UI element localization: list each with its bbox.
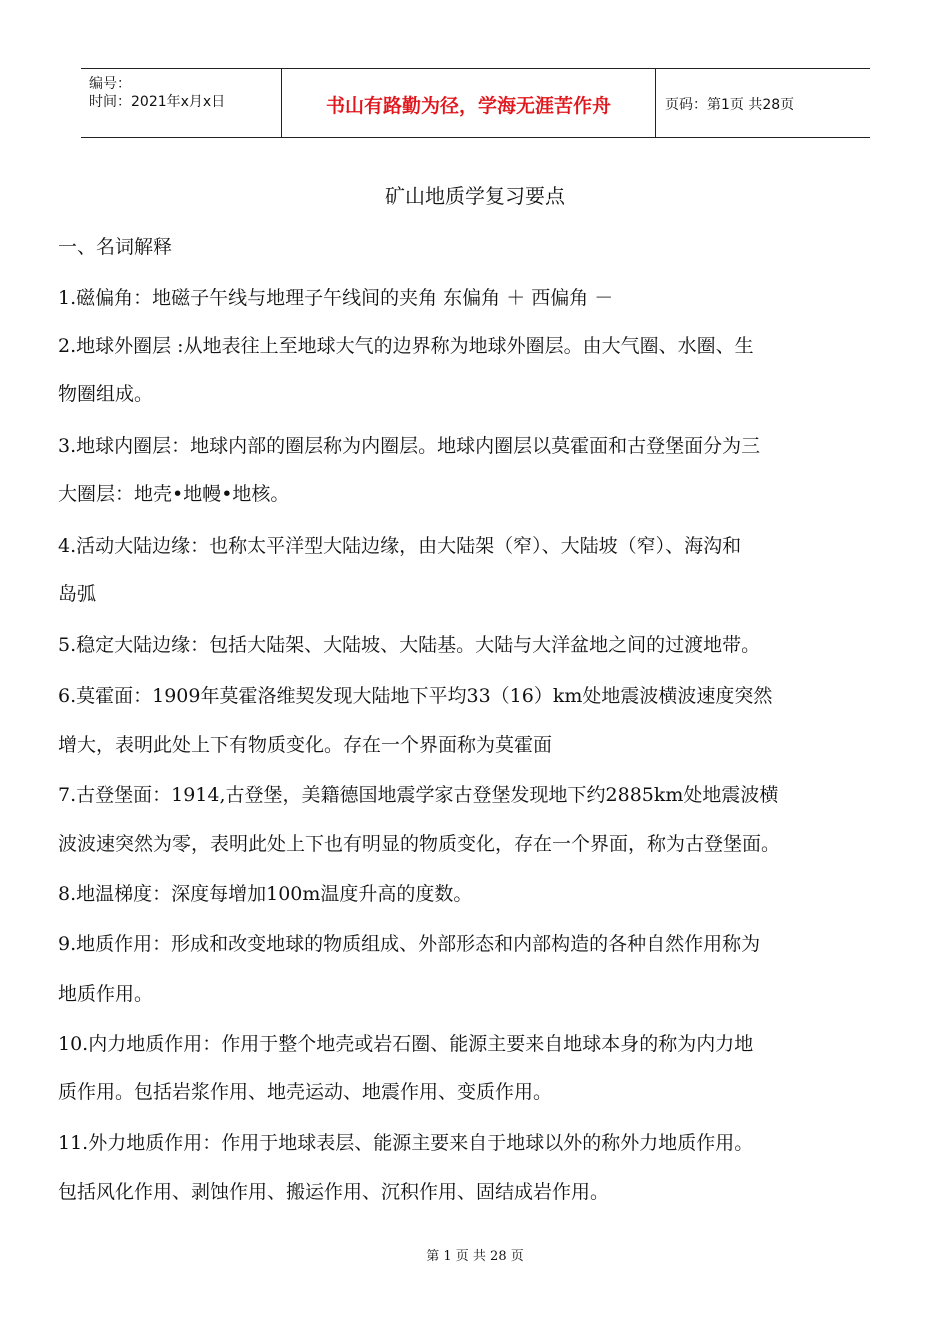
document-number-label: 编号： xyxy=(89,76,131,92)
text-line: 包括风化作用、剥蚀作用、搬运作用、沉积作用、固结成岩作用。 xyxy=(58,1181,610,1203)
text-line: 波波速突然为零，表明此处上下也有明显的物质变化，存在一个界面，称为古登堡面。 xyxy=(58,833,781,855)
text-line: 3.地球内圈层：地球内部的圈层称为内圈层。地球内圈层以莫霍面和古登堡面分为三 xyxy=(58,435,761,457)
header-right-cell xyxy=(655,69,870,137)
text-line: 7.古登堡面：1914,古登堡，美籍德国地震学家古登堡发现地下约2885km处地震波横 xyxy=(58,784,779,806)
text-line: 5.稳定大陆边缘：包括大陆架、大陆坡、大陆基。大陆与大洋盆地之间的过渡地带。 xyxy=(58,634,761,656)
text-line: 1.磁偏角：地磁子午线与地理子午线间的夹角 东偏角 ＋ 西偏角 － xyxy=(58,287,614,309)
text-line: 4.活动大陆边缘：也称太平洋型大陆边缘，由大陆架（窄）、大陆坡（窄）、海沟和 xyxy=(58,535,742,557)
text-line: 物圈组成。 xyxy=(58,383,154,405)
header-middle-cell xyxy=(281,69,656,137)
header-motto: 书山有路勤为径，学海无涯苦作舟 xyxy=(325,95,611,117)
text-line: 质作用。包括岩浆作用、地壳运动、地震作用、变质作用。 xyxy=(58,1081,553,1103)
document-title: 矿山地质学复习要点 xyxy=(385,184,565,208)
text-line: 9.地质作用：形成和改变地球的物质组成、外部形态和内部构造的各种自然作用称为 xyxy=(58,933,761,955)
text-line: 地质作用。 xyxy=(58,983,154,1005)
document-date: 时间：2021年x月x日 xyxy=(89,94,226,110)
text-line: 增大，表明此处上下有物质变化。存在一个界面称为莫霍面 xyxy=(58,734,553,756)
text-line: 2.地球外圈层 :从地表往上至地球大气的边界称为地球外圈层。由大气圈、水圈、生 xyxy=(58,335,754,357)
text-line: 11.外力地质作用：作用于地球表层、能源主要来自于地球以外的称外力地质作用。 xyxy=(58,1132,754,1154)
header-table xyxy=(81,68,870,138)
header-left-cell xyxy=(81,69,281,137)
section-heading: 一、名词解释 xyxy=(58,236,173,258)
text-line: 岛弧 xyxy=(58,583,97,605)
header-page-info: 页码：第1页 共28页 xyxy=(665,97,795,113)
text-line: 6.莫霍面：1909年莫霍洛维契发现大陆地下平均33（16）km处地震波横波速度突然 xyxy=(58,685,773,707)
text-line: 10.内力地质作用：作用于整个地壳或岩石圈、能源主要来自地球本身的称为内力地 xyxy=(58,1033,754,1055)
page-footer: 第 1 页 共 28 页 xyxy=(426,1249,524,1264)
text-line: 8.地温梯度：深度每增加100m温度升高的度数。 xyxy=(58,883,473,905)
text-line: 大圈层：地壳•地幔•地核。 xyxy=(58,483,290,505)
